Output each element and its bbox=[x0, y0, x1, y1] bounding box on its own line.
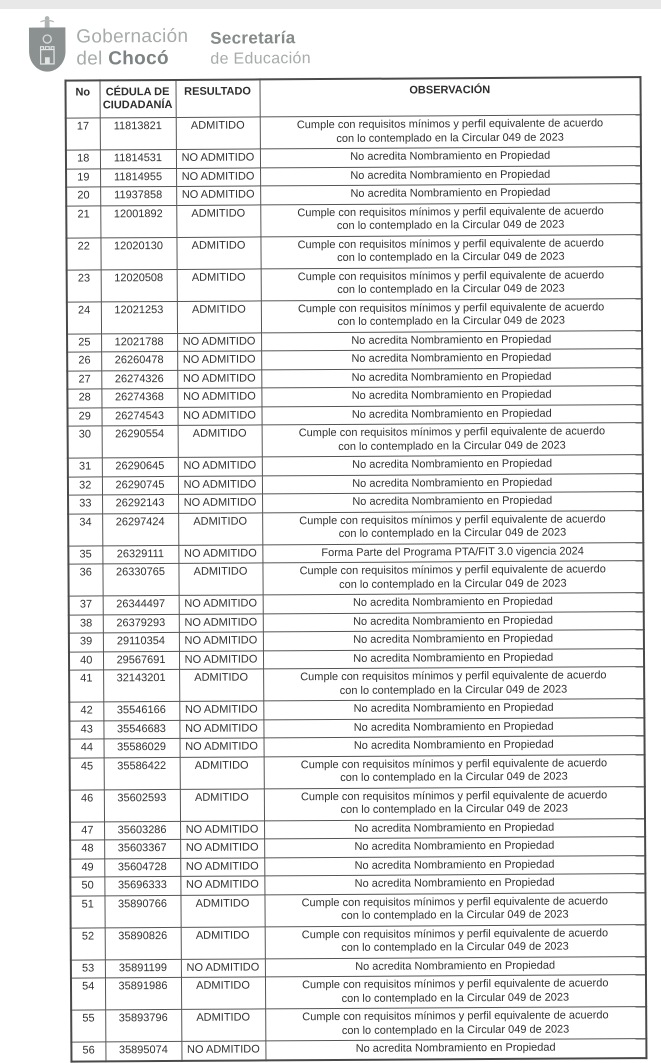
cedula-cell: 12021788 bbox=[101, 333, 177, 352]
observacion-cell bbox=[264, 855, 645, 876]
observacion-text: Cumple con requisitos mínimos y perfil equivalente de acuerdo con lo contemplado en la Circular 049 de 2023 bbox=[300, 669, 607, 697]
table-row bbox=[71, 924, 646, 960]
observacion-cell bbox=[260, 165, 641, 186]
observacion-cell bbox=[261, 349, 642, 370]
observacion-text: No acredita Nombramiento en Propiedad bbox=[351, 388, 552, 402]
resultado-cell: NO ADMITIDO bbox=[178, 475, 262, 494]
cedula-cell: 11813821 bbox=[100, 117, 176, 149]
secretaria-line1: Secretaría bbox=[210, 28, 296, 48]
resultado-cell: NO ADMITIDO bbox=[177, 388, 261, 407]
observacion-text: No acredita Nombramiento en Propiedad bbox=[352, 494, 553, 508]
observacion-text: No acredita Nombramiento en Propiedad bbox=[354, 858, 555, 872]
row-number-cell: 47 bbox=[70, 821, 104, 840]
table-row bbox=[70, 754, 645, 790]
resultado-cell: ADMITIDO bbox=[181, 977, 265, 1010]
cedula-cell: 35890826 bbox=[105, 927, 181, 959]
observacion-text: No acredita Nombramiento en Propiedad bbox=[353, 614, 554, 628]
resultado-cell: NO ADMITIDO bbox=[180, 738, 264, 757]
observacion-cell bbox=[260, 234, 641, 268]
table-body bbox=[66, 115, 647, 1061]
row-number-cell: 39 bbox=[69, 633, 103, 652]
resultado-cell: ADMITIDO bbox=[177, 300, 261, 333]
observacion-text: No acredita Nombramiento en Propiedad bbox=[350, 168, 551, 182]
observacion-text: No acredita Nombramiento en Propiedad bbox=[355, 1041, 556, 1055]
observacion-cell bbox=[262, 473, 643, 494]
resultado-cell: NO ADMITIDO bbox=[178, 457, 262, 476]
observacion-cell bbox=[264, 736, 645, 757]
row-number-cell: 17 bbox=[66, 118, 100, 150]
observacion-text: No acredita Nombramiento en Propiedad bbox=[350, 149, 551, 163]
row-number-cell: 38 bbox=[69, 614, 103, 633]
table-row bbox=[66, 234, 641, 270]
header-resultado: RESULTADO bbox=[175, 79, 259, 117]
cedula-cell: 12021253 bbox=[101, 301, 177, 333]
resultado-cell: NO ADMITIDO bbox=[180, 820, 264, 839]
resultado-cell: NO ADMITIDO bbox=[179, 719, 263, 738]
row-number-cell: 33 bbox=[68, 495, 102, 514]
header-observacion: OBSERVACIÓN bbox=[259, 77, 640, 117]
observacion-cell bbox=[265, 1039, 646, 1060]
resultado-cell: ADMITIDO bbox=[181, 1009, 265, 1042]
resultado-cell: ADMITIDO bbox=[178, 563, 262, 596]
observacion-cell bbox=[263, 593, 644, 614]
resultado-cell: NO ADMITIDO bbox=[181, 1041, 265, 1061]
observacion-cell bbox=[265, 956, 646, 977]
row-number-cell: 41 bbox=[69, 670, 103, 702]
row-number-cell: 22 bbox=[66, 237, 100, 269]
resultado-cell: NO ADMITIDO bbox=[181, 958, 265, 977]
observacion-cell bbox=[263, 648, 644, 669]
observacion-cell bbox=[263, 699, 644, 720]
header-no: No bbox=[65, 80, 99, 118]
secretaria-brand bbox=[210, 27, 311, 70]
row-number-cell: 25 bbox=[67, 333, 101, 352]
observacion-text: No acredita Nombramiento en Propiedad bbox=[353, 632, 554, 646]
table-row bbox=[68, 423, 643, 459]
cedula-cell: 11814955 bbox=[100, 168, 176, 187]
cedula-cell: 26344497 bbox=[103, 595, 179, 614]
cedula-cell: 35586029 bbox=[104, 738, 180, 757]
row-number-cell: 55 bbox=[71, 1010, 105, 1042]
observacion-text: No acredita Nombramiento en Propiedad bbox=[352, 595, 553, 609]
table-row bbox=[67, 266, 642, 302]
cedula-cell: 26290745 bbox=[102, 476, 178, 495]
observacion-cell bbox=[262, 542, 643, 563]
secretaria-line2: de Educación bbox=[210, 50, 311, 68]
choco-coat-of-arms-icon bbox=[24, 15, 70, 77]
observacion-cell bbox=[261, 386, 642, 407]
row-number-cell: 36 bbox=[68, 564, 102, 596]
observacion-cell bbox=[260, 184, 641, 205]
observacion-text: No acredita Nombramiento en Propiedad bbox=[350, 186, 551, 200]
table-row bbox=[68, 510, 643, 546]
observacion-text: No acredita Nombramiento en Propiedad bbox=[353, 720, 554, 734]
gobernacion-line2-del: del bbox=[76, 48, 103, 70]
observacion-cell bbox=[264, 754, 645, 788]
resultado-cell: ADMITIDO bbox=[181, 926, 265, 959]
gobernacion-brand bbox=[76, 26, 188, 71]
observacion-cell bbox=[261, 298, 642, 332]
observacion-cell bbox=[260, 147, 641, 168]
cedula-cell: 32143201 bbox=[103, 669, 179, 701]
observacion-text: Cumple con requisitos mínimos y perfil equivalente de acuerdo con lo contemplado en la Circular 049 de 2023 bbox=[299, 563, 606, 591]
observacion-text: No acredita Nombramiento en Propiedad bbox=[354, 839, 555, 853]
resultado-cell: NO ADMITIDO bbox=[177, 332, 261, 351]
cedula-cell: 35893796 bbox=[105, 1009, 181, 1041]
header-cedula-line2: CIUDADANÍA bbox=[102, 98, 173, 112]
cedula-cell: 26260478 bbox=[101, 351, 177, 370]
cedula-cell: 35890766 bbox=[104, 895, 180, 927]
cedula-cell: 35586422 bbox=[104, 757, 180, 789]
row-number-cell: 42 bbox=[69, 702, 103, 721]
observacion-text: Cumple con requisitos mínimos y perfil equivalente de acuerdo con lo contemplado en la Circular 049 de 2023 bbox=[297, 204, 604, 232]
observacion-cell bbox=[264, 786, 645, 820]
cedula-cell: 26290554 bbox=[102, 425, 178, 457]
observacion-cell bbox=[262, 510, 643, 544]
observacion-text: Cumple con requisitos mínimos y perfil equivalente de acuerdo con lo contemplado en la Circular 049 de 2023 bbox=[299, 512, 606, 540]
observacion-cell bbox=[264, 818, 645, 839]
row-number-cell: 29 bbox=[67, 407, 101, 426]
row-number-cell: 48 bbox=[70, 840, 104, 859]
row-number-cell: 51 bbox=[70, 895, 104, 927]
cedula-cell: 35696333 bbox=[104, 876, 180, 895]
cedula-cell: 35604728 bbox=[104, 858, 180, 877]
row-number-cell: 46 bbox=[70, 789, 104, 821]
resultado-cell: NO ADMITIDO bbox=[180, 839, 264, 858]
resultado-cell: NO ADMITIDO bbox=[179, 632, 263, 651]
resultado-cell: NO ADMITIDO bbox=[177, 351, 261, 370]
observacion-cell bbox=[263, 667, 644, 701]
observacion-text: Cumple con requisitos mínimos y perfil equivalente de acuerdo con lo contemplado en la Circular 049 de 2023 bbox=[302, 1009, 609, 1037]
resultado-cell: ADMITIDO bbox=[176, 117, 260, 150]
cedula-cell: 26379293 bbox=[103, 614, 179, 633]
observacion-text: Cumple con requisitos mínimos y perfil equivalente de acuerdo con lo contemplado en la Circular 049 de 2023 bbox=[297, 236, 604, 264]
row-number-cell: 23 bbox=[67, 269, 101, 301]
observacion-cell bbox=[263, 717, 644, 738]
resultado-cell: ADMITIDO bbox=[180, 894, 264, 927]
observacion-text: Cumple con requisitos mínimos y perfil equivalente de acuerdo con lo contemplado en la Circular 049 de 2023 bbox=[301, 894, 608, 922]
observacion-text: Forma Parte del Programa PTA/FIT 3.0 vigencia 2024 bbox=[321, 544, 584, 559]
row-number-cell: 50 bbox=[70, 877, 104, 896]
table-row bbox=[71, 1007, 646, 1043]
resultado-cell: ADMITIDO bbox=[177, 268, 261, 301]
observacion-cell bbox=[261, 330, 642, 351]
row-number-cell: 43 bbox=[69, 720, 103, 739]
observacion-cell bbox=[262, 561, 643, 595]
resultado-cell: NO ADMITIDO bbox=[178, 494, 262, 513]
table-header bbox=[65, 77, 640, 118]
observacion-cell bbox=[262, 492, 643, 513]
observacion-text: Cumple con requisitos mínimos y perfil equivalente de acuerdo con lo contemplado en la Circular 049 de 2023 bbox=[296, 117, 604, 145]
resultado-cell: ADMITIDO bbox=[178, 425, 262, 458]
observacion-text: Cumple con requisitos mínimos y perfil equivalente de acuerdo con lo contemplado en la Circular 049 de 2023 bbox=[297, 300, 605, 328]
table-row bbox=[67, 298, 642, 334]
row-number-cell: 35 bbox=[68, 545, 102, 564]
admission-results-table bbox=[64, 76, 647, 1062]
row-number-cell: 26 bbox=[67, 352, 101, 371]
row-number-cell: 31 bbox=[68, 458, 102, 477]
observacion-text: Cumple con requisitos mínimos y perfil equivalente de acuerdo con lo contemplado en la Circular 049 de 2023 bbox=[301, 926, 609, 954]
cedula-cell: 11814531 bbox=[100, 149, 176, 168]
resultado-cell: NO ADMITIDO bbox=[179, 650, 263, 669]
cedula-cell: 35895074 bbox=[105, 1041, 181, 1060]
observacion-text: No acredita Nombramiento en Propiedad bbox=[354, 821, 555, 835]
row-number-cell: 24 bbox=[67, 301, 101, 333]
observacion-text: No acredita Nombramiento en Propiedad bbox=[352, 476, 553, 490]
row-number-cell: 30 bbox=[68, 426, 102, 458]
table-header-row bbox=[65, 77, 640, 118]
resultado-cell: NO ADMITIDO bbox=[180, 857, 264, 876]
row-number-cell: 37 bbox=[69, 596, 103, 615]
cedula-cell: 35602593 bbox=[104, 789, 180, 821]
row-number-cell: 27 bbox=[67, 370, 101, 389]
observacion-cell bbox=[263, 630, 644, 651]
resultado-cell: ADMITIDO bbox=[180, 756, 264, 789]
cedula-cell: 35546683 bbox=[103, 720, 179, 739]
observacion-text: No acredita Nombramiento en Propiedad bbox=[351, 351, 552, 365]
resultado-cell: NO ADMITIDO bbox=[179, 701, 263, 720]
observacion-text: No acredita Nombramiento en Propiedad bbox=[351, 407, 552, 421]
row-number-cell: 18 bbox=[66, 150, 100, 169]
observacion-text: Cumple con requisitos mínimos y perfil equivalente de acuerdo con lo contemplado en la Circular 049 de 2023 bbox=[297, 268, 605, 296]
observacion-cell bbox=[264, 837, 645, 858]
cedula-cell: 26274326 bbox=[101, 370, 177, 389]
resultado-cell: NO ADMITIDO bbox=[177, 406, 261, 425]
row-number-cell: 28 bbox=[67, 389, 101, 408]
table-row bbox=[66, 115, 641, 151]
resultado-cell: ADMITIDO bbox=[176, 204, 260, 237]
cedula-cell: 26330765 bbox=[102, 563, 178, 595]
table-row bbox=[71, 1039, 646, 1062]
cedula-cell: 26290645 bbox=[102, 457, 178, 476]
observacion-text: No acredita Nombramiento en Propiedad bbox=[351, 333, 552, 347]
resultado-cell: ADMITIDO bbox=[180, 788, 264, 821]
observacion-text: No acredita Nombramiento en Propiedad bbox=[353, 701, 554, 715]
cedula-cell: 26292143 bbox=[102, 494, 178, 513]
observacion-cell bbox=[261, 404, 642, 425]
gobernacion-line2-choco: Chocó bbox=[108, 47, 169, 70]
observacion-text: No acredita Nombramiento en Propiedad bbox=[354, 876, 555, 890]
observacion-cell bbox=[260, 202, 641, 236]
observacion-text: No acredita Nombramiento en Propiedad bbox=[353, 738, 554, 752]
resultado-cell: NO ADMITIDO bbox=[176, 149, 260, 168]
row-number-cell: 49 bbox=[70, 858, 104, 877]
row-number-cell: 20 bbox=[66, 187, 100, 206]
observacion-text: No acredita Nombramiento en Propiedad bbox=[351, 370, 552, 384]
resultado-cell: NO ADMITIDO bbox=[176, 167, 260, 186]
row-number-cell: 52 bbox=[71, 927, 105, 959]
observacion-cell bbox=[261, 266, 642, 300]
observacion-text: No acredita Nombramiento en Propiedad bbox=[352, 457, 553, 471]
row-number-cell: 32 bbox=[68, 476, 102, 495]
row-number-cell: 45 bbox=[70, 757, 104, 789]
cedula-cell: 35603367 bbox=[104, 839, 180, 858]
resultado-cell: ADMITIDO bbox=[178, 512, 262, 545]
observacion-text: Cumple con requisitos mínimos y perfil equivalente de acuerdo con lo contemplado en la Circular 049 de 2023 bbox=[300, 756, 608, 784]
row-number-cell: 54 bbox=[71, 978, 105, 1010]
cedula-cell: 29110354 bbox=[103, 632, 179, 651]
observacion-cell bbox=[263, 611, 644, 632]
observacion-text: Cumple con requisitos mínimos y perfil equivalente de acuerdo con lo contemplado en la Circular 049 de 2023 bbox=[300, 788, 608, 816]
resultado-cell: ADMITIDO bbox=[179, 669, 263, 702]
resultado-cell: ADMITIDO bbox=[176, 236, 260, 269]
resultado-cell: NO ADMITIDO bbox=[178, 544, 262, 563]
resultado-cell: NO ADMITIDO bbox=[177, 369, 261, 388]
cedula-cell: 35546166 bbox=[103, 701, 179, 720]
table-row bbox=[70, 786, 645, 822]
header-cedula bbox=[99, 80, 175, 118]
observacion-cell bbox=[265, 975, 646, 1009]
resultado-cell: NO ADMITIDO bbox=[176, 186, 260, 205]
gobernacion-line1: Gobernación bbox=[76, 25, 189, 48]
cedula-cell: 29567691 bbox=[103, 651, 179, 670]
cedula-cell: 35891199 bbox=[105, 959, 181, 978]
observacion-text: Cumple con requisitos mínimos y perfil equivalente de acuerdo con lo contemplado en la Circular 049 de 2023 bbox=[302, 977, 609, 1005]
cedula-cell: 26329111 bbox=[102, 545, 178, 564]
observacion-cell bbox=[261, 367, 642, 388]
observacion-cell bbox=[262, 455, 643, 476]
cedula-cell: 35891986 bbox=[105, 977, 181, 1009]
observacion-cell bbox=[264, 892, 645, 926]
row-number-cell: 34 bbox=[68, 513, 102, 545]
row-number-cell: 56 bbox=[71, 1042, 105, 1061]
cedula-cell: 12001892 bbox=[100, 205, 176, 237]
observacion-text: No acredita Nombramiento en Propiedad bbox=[355, 959, 556, 973]
cedula-cell: 26274368 bbox=[101, 388, 177, 407]
resultado-cell: NO ADMITIDO bbox=[180, 876, 264, 895]
observacion-text: No acredita Nombramiento en Propiedad bbox=[353, 651, 554, 665]
row-number-cell: 19 bbox=[66, 168, 100, 187]
table-row bbox=[68, 561, 643, 597]
observacion-cell bbox=[264, 874, 645, 895]
row-number-cell: 21 bbox=[66, 205, 100, 237]
row-number-cell: 40 bbox=[69, 651, 103, 670]
row-number-cell: 44 bbox=[70, 739, 104, 758]
table-row bbox=[71, 975, 646, 1011]
table-row bbox=[66, 202, 641, 238]
cedula-cell: 35603286 bbox=[104, 821, 180, 840]
observacion-cell bbox=[265, 924, 646, 958]
cedula-cell: 26297424 bbox=[102, 513, 178, 545]
table-row bbox=[69, 667, 644, 703]
row-number-cell: 53 bbox=[71, 959, 105, 978]
table-row bbox=[70, 892, 645, 928]
document-header bbox=[24, 12, 444, 77]
cedula-cell: 11937858 bbox=[100, 186, 176, 205]
observacion-text: Cumple con requisitos mínimos y perfil equivalente de acuerdo con lo contemplado en la Circular 049 de 2023 bbox=[298, 425, 606, 453]
cedula-cell: 26274543 bbox=[101, 407, 177, 426]
resultado-cell: NO ADMITIDO bbox=[179, 595, 263, 614]
observacion-cell bbox=[260, 115, 641, 149]
observacion-cell bbox=[262, 423, 643, 457]
cedula-cell: 12020508 bbox=[101, 269, 177, 301]
cedula-cell: 12020130 bbox=[100, 237, 176, 269]
header-cedula-line1: CÉDULA DE bbox=[105, 85, 170, 99]
resultado-cell: NO ADMITIDO bbox=[179, 613, 263, 632]
